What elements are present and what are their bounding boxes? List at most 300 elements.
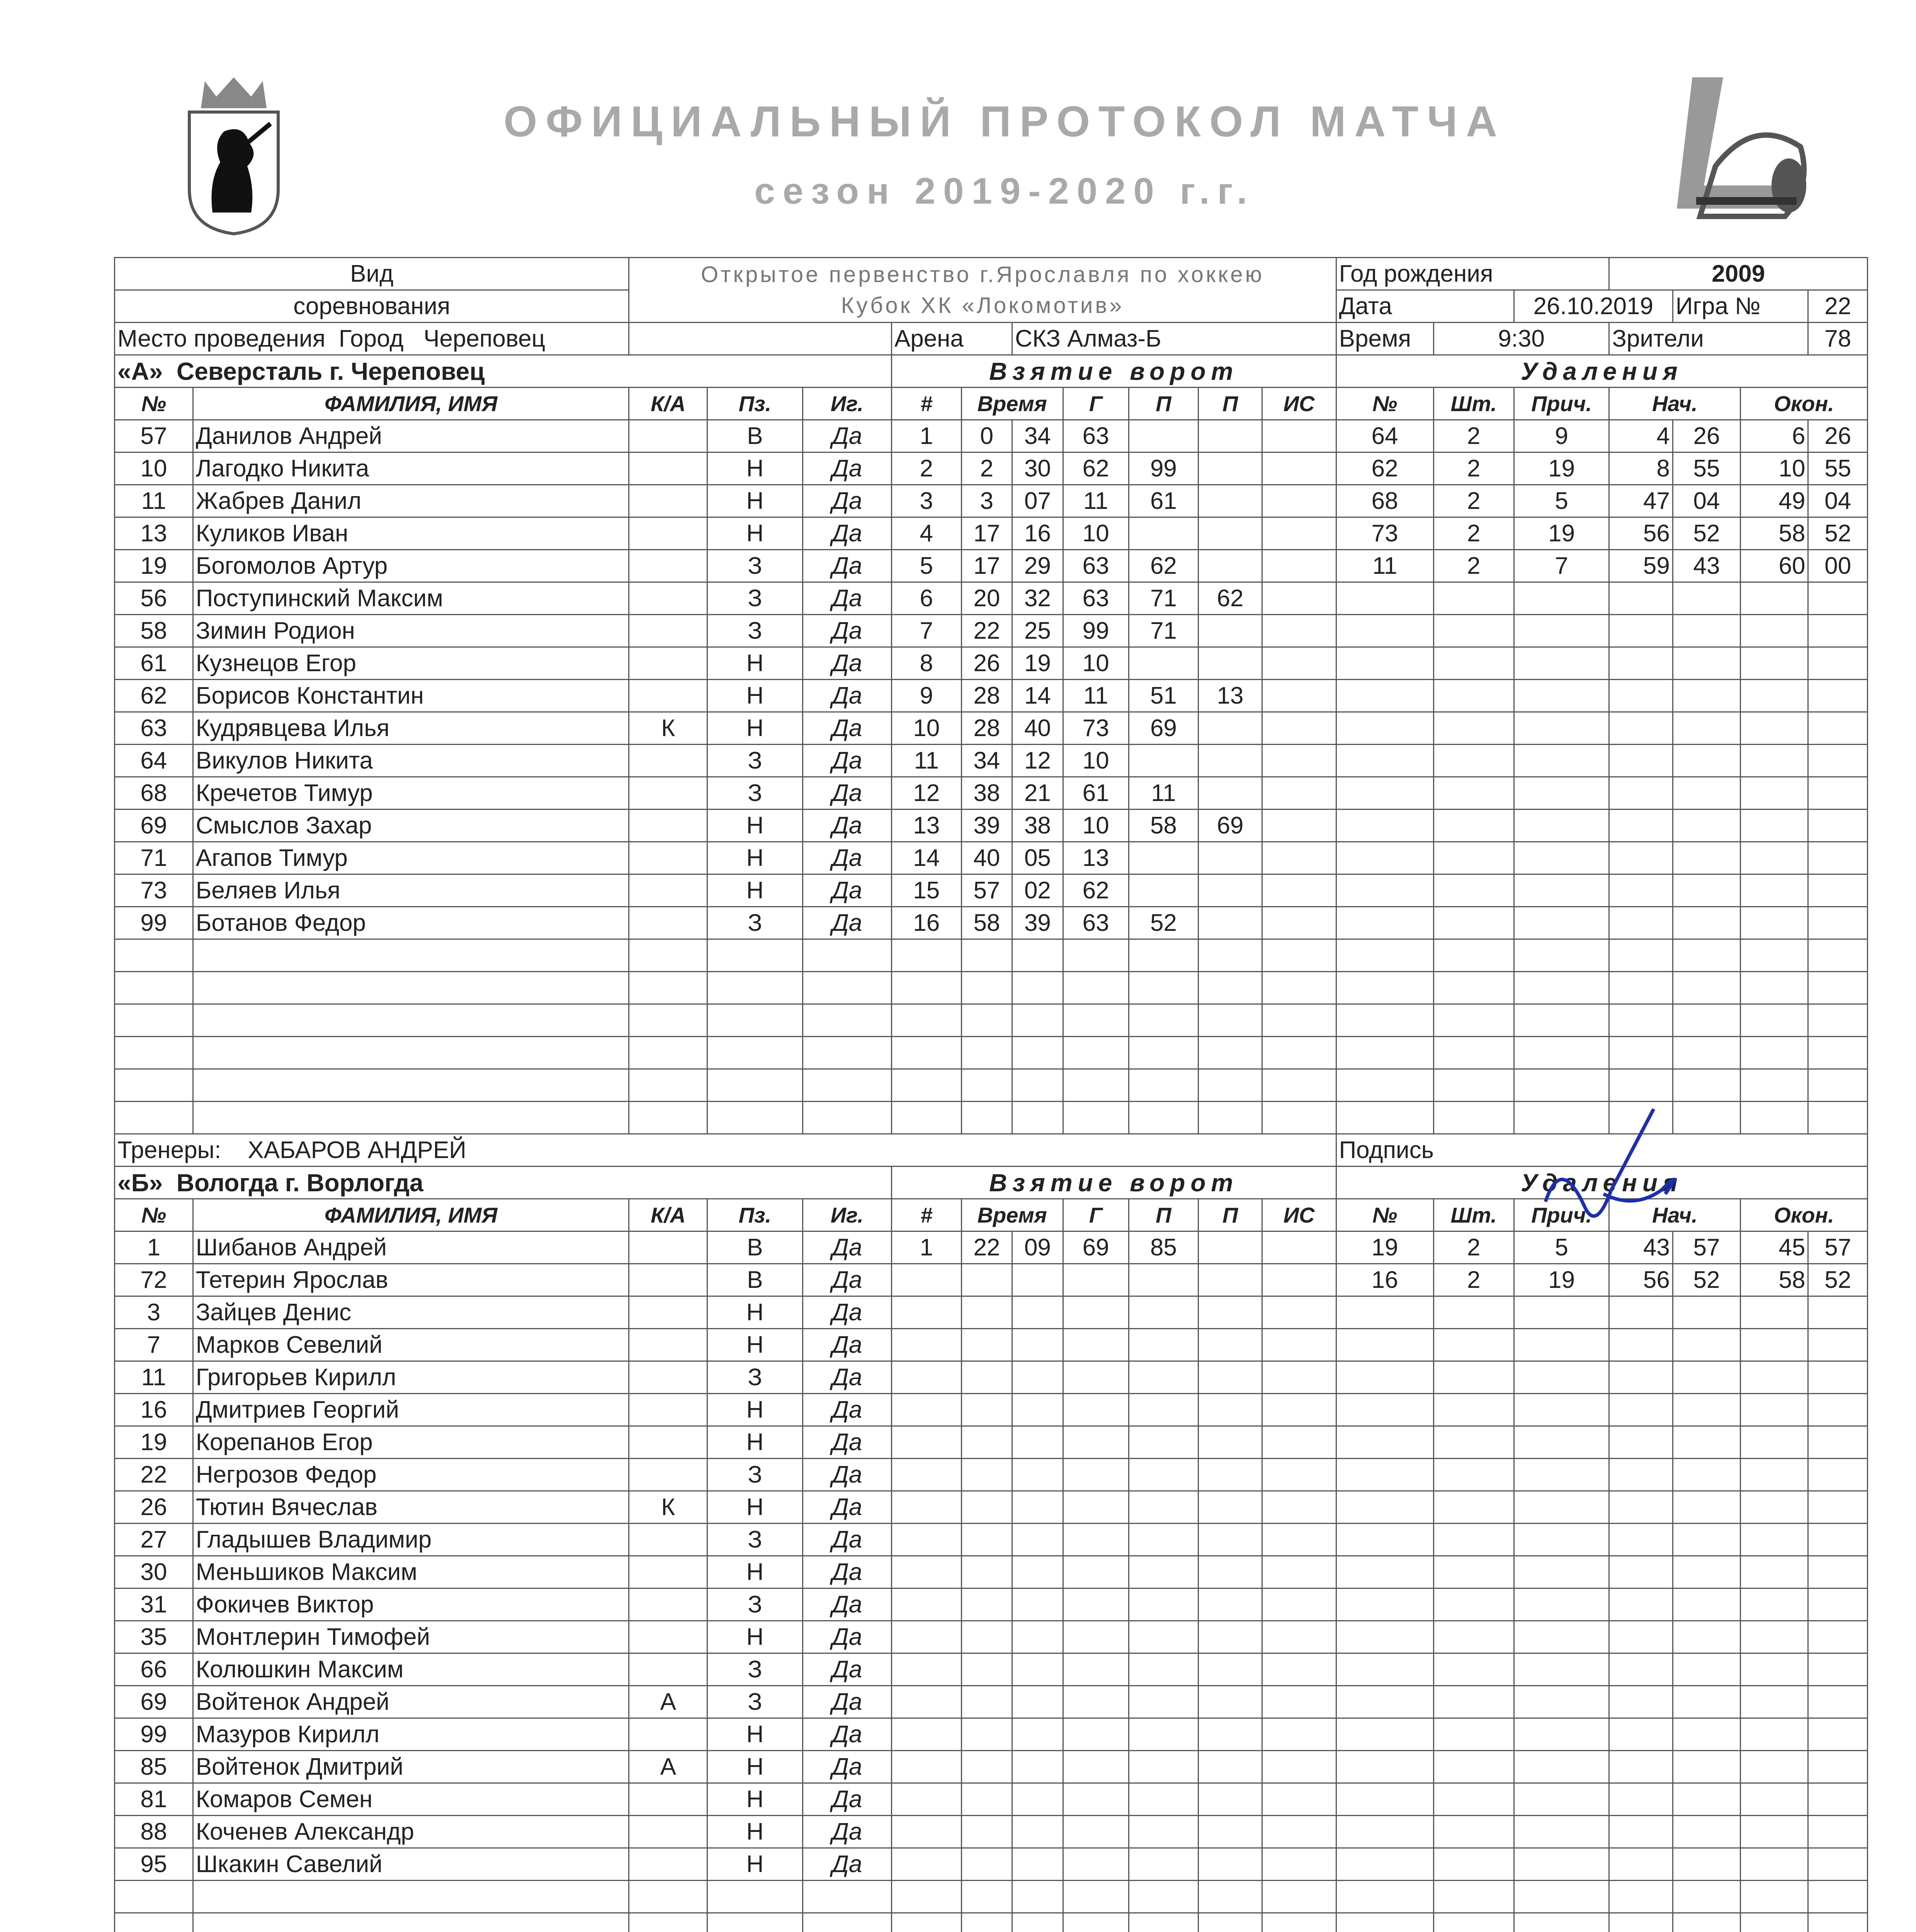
player-name: Борисов Константин: [193, 680, 629, 712]
goal-minute: 20: [961, 582, 1012, 615]
goal-minute: 28: [961, 712, 1012, 745]
player-name: Тютин Вячеслав: [193, 1491, 629, 1524]
penalty-reason: 5: [1514, 485, 1609, 517]
goal-scorer: 69: [1063, 1231, 1129, 1264]
player-played: Да: [802, 1426, 891, 1459]
game-number: 22: [1808, 290, 1868, 323]
goal-assist-2: [1199, 907, 1262, 939]
player-name: Агапов Тимур: [193, 842, 629, 874]
penalty-end-min: 58: [1741, 517, 1808, 550]
player-name: Фокичев Виктор: [193, 1588, 629, 1621]
player-played: Да: [802, 745, 891, 777]
arena-label: Арена: [891, 323, 1012, 355]
player-name: Зимин Родион: [193, 615, 629, 647]
player-captain: [629, 1361, 707, 1394]
team_b-col-ka: К/А: [629, 1199, 707, 1231]
player-name: Войтенок Андрей: [193, 1686, 629, 1718]
goal-second: 21: [1012, 777, 1063, 810]
player-position: Н: [707, 517, 803, 550]
penalty-end-min: 6: [1741, 420, 1808, 452]
player-played: Да: [802, 1361, 891, 1394]
goal-assist-1: 71: [1129, 615, 1199, 647]
player-name: Меньшиков Максим: [193, 1556, 629, 1588]
goal-number: 16: [891, 907, 961, 939]
team_a-col-goal-no: #: [891, 388, 961, 420]
player-row: [115, 1361, 1868, 1394]
goal-assist-1: [1129, 745, 1199, 777]
goal-assist-2: 69: [1199, 810, 1262, 842]
player-name: Данилов Андрей: [193, 420, 629, 452]
goal-assist-1: 85: [1129, 1231, 1199, 1264]
player-row: [115, 1686, 1868, 1718]
goal-number: 14: [891, 842, 961, 874]
player-name: Кузнецов Егор: [193, 647, 629, 680]
penalty-start-sec: 52: [1673, 517, 1740, 550]
player-number: 1: [115, 1231, 193, 1264]
penalty-end-sec: 55: [1808, 452, 1868, 485]
yaroslavl-coat-of-arms: [182, 66, 286, 236]
goal-minute: 28: [961, 680, 1012, 712]
player-position: З: [707, 1361, 803, 1394]
player-position: З: [707, 1459, 803, 1491]
goal-minute: 22: [961, 615, 1012, 647]
birth-year: 2009: [1609, 258, 1868, 290]
penalty-start-sec: 55: [1673, 452, 1740, 485]
player-played: Да: [802, 1296, 891, 1329]
player-played: Да: [802, 1264, 891, 1296]
player-played: Да: [802, 1588, 891, 1621]
penalty-player: 64: [1336, 420, 1433, 452]
team_a-col-pen-min: Шт.: [1433, 388, 1514, 420]
player-played: Да: [802, 712, 891, 745]
player-position: Н: [707, 842, 803, 874]
goal-second: 29: [1012, 550, 1063, 582]
player-played: Да: [802, 550, 891, 582]
player-position: Н: [707, 1426, 803, 1459]
team_b-col-pen-no: №: [1336, 1199, 1433, 1231]
player-number: 88: [115, 1816, 193, 1848]
goal-scorer: 61: [1063, 777, 1129, 810]
goal-minute: 34: [961, 745, 1012, 777]
player-row: [115, 550, 1868, 582]
goal-assist-2: 62: [1199, 582, 1262, 615]
player-captain: [629, 1556, 707, 1588]
player-captain: [629, 1621, 707, 1653]
signature-a: [1538, 1094, 1700, 1256]
goal-assist-2: [1199, 420, 1262, 452]
goal-situation: [1262, 712, 1336, 745]
player-name: Викулов Никита: [193, 745, 629, 777]
goal-situation: [1262, 420, 1336, 452]
penalty-start-min: 56: [1609, 1264, 1673, 1296]
goal-scorer: 10: [1063, 810, 1129, 842]
player-name: Шкакин Савелий: [193, 1848, 629, 1881]
player-captain: [629, 647, 707, 680]
player-row: [115, 1783, 1868, 1816]
player-name: Куликов Иван: [193, 517, 629, 550]
goal-assist-1: [1129, 517, 1199, 550]
goal-situation: [1262, 582, 1336, 615]
player-captain: К: [629, 712, 707, 745]
player-name: Кречетов Тимур: [193, 777, 629, 810]
goal-assist-2: [1199, 517, 1262, 550]
goal-situation: [1262, 907, 1336, 939]
player-played: Да: [802, 777, 891, 810]
penalty-start-sec: 57: [1673, 1231, 1740, 1264]
player-position: Н: [707, 1621, 803, 1653]
goal-scorer: 62: [1063, 874, 1129, 907]
player-played: Да: [802, 1816, 891, 1848]
goal-number: 12: [891, 777, 961, 810]
goal-number: 7: [891, 615, 961, 647]
team_a-col-pen-start: Нач.: [1609, 388, 1741, 420]
player-name: Марков Севелий: [193, 1329, 629, 1361]
player-captain: [629, 1783, 707, 1816]
player-position: Н: [707, 1556, 803, 1588]
player-played: Да: [802, 1231, 891, 1264]
player-number: 95: [115, 1848, 193, 1881]
goal-situation: [1262, 517, 1336, 550]
penalty-player: 16: [1336, 1264, 1433, 1296]
player-number: 27: [115, 1524, 193, 1556]
player-played: Да: [802, 1686, 891, 1718]
goal-scorer: 10: [1063, 517, 1129, 550]
competition-label: Вид: [115, 258, 629, 290]
player-number: 26: [115, 1491, 193, 1524]
penalty-reason: 7: [1514, 550, 1609, 582]
player-played: Да: [802, 810, 891, 842]
player-position: Н: [707, 680, 803, 712]
penalty-end-sec: 52: [1808, 1264, 1868, 1296]
player-name: Беляев Илья: [193, 874, 629, 907]
penalty-end-min: 49: [1741, 485, 1808, 517]
player-position: З: [707, 615, 803, 647]
penalty-reason: 19: [1514, 1264, 1609, 1296]
player-position: З: [707, 777, 803, 810]
goal-number: 5: [891, 550, 961, 582]
team_b-col-pen-start: Нач.: [1609, 1199, 1741, 1231]
player-number: 68: [115, 777, 193, 810]
player-played: Да: [802, 1718, 891, 1751]
team_b-header: «Б» Вологда г. Ворлогда: [115, 1167, 892, 1199]
player-captain: [629, 485, 707, 517]
penalty-minutes: 2: [1433, 550, 1514, 582]
player-captain: А: [629, 1751, 707, 1783]
player-number: 85: [115, 1751, 193, 1783]
player-row: [115, 1426, 1868, 1459]
goal-scorer: 10: [1063, 745, 1129, 777]
penalty-minutes: 2: [1433, 517, 1514, 550]
player-captain: [629, 1848, 707, 1881]
player-position: В: [707, 1231, 803, 1264]
player-number: 13: [115, 517, 193, 550]
team_b-col-is: ИС: [1262, 1199, 1336, 1231]
goal-number: 11: [891, 745, 961, 777]
player-number: 57: [115, 420, 193, 452]
team_b-col-pos: Пз.: [707, 1199, 803, 1231]
team_a-col-goal-time: Время: [961, 388, 1063, 420]
team_b-col-goal-time: Время: [961, 1199, 1063, 1231]
player-number: 3: [115, 1296, 193, 1329]
goal-assist-1: 71: [1129, 582, 1199, 615]
penalty-reason: 19: [1514, 517, 1609, 550]
match-date: 26.10.2019: [1514, 290, 1673, 323]
player-captain: [629, 1329, 707, 1361]
goal-number: 8: [891, 647, 961, 680]
player-row: [115, 1621, 1868, 1653]
player-row: [115, 1718, 1868, 1751]
player-position: З: [707, 582, 803, 615]
game-number-label: Игра №: [1673, 290, 1808, 323]
team_a-col-pos: Пз.: [707, 388, 803, 420]
player-row: [115, 1751, 1868, 1783]
goal-number: 9: [891, 680, 961, 712]
player-name: Мазуров Кирилл: [193, 1718, 629, 1751]
goal-assist-2: [1199, 842, 1262, 874]
player-played: Да: [802, 452, 891, 485]
player-played: Да: [802, 582, 891, 615]
player-row: [115, 1491, 1868, 1524]
goal-assist-2: [1199, 745, 1262, 777]
player-row: [115, 777, 1868, 810]
penalty-start-min: 56: [1609, 517, 1673, 550]
team_b-col-name: ФАМИЛИЯ, ИМЯ: [193, 1199, 629, 1231]
goal-number: 13: [891, 810, 961, 842]
player-played: Да: [802, 1524, 891, 1556]
goal-second: 05: [1012, 842, 1063, 874]
goal-second: 30: [1012, 452, 1063, 485]
team_a-col-no: №: [115, 388, 193, 420]
penalty-end-min: 60: [1741, 550, 1808, 582]
player-row: [115, 1264, 1868, 1296]
goal-minute: 17: [961, 550, 1012, 582]
player-row: [115, 1296, 1868, 1329]
goal-second: 16: [1012, 517, 1063, 550]
player-number: 11: [115, 485, 193, 517]
penalty-minutes: 2: [1433, 452, 1514, 485]
arena: СКЗ Алмаз-Б: [1012, 323, 1336, 355]
player-captain: [629, 1459, 707, 1491]
player-name: Корепанов Егор: [193, 1426, 629, 1459]
penalty-end-sec: 26: [1808, 420, 1868, 452]
team_a-col-pen-end: Окон.: [1741, 388, 1868, 420]
player-row: [115, 1881, 1868, 1913]
player-captain: [629, 1231, 707, 1264]
player-number: 30: [115, 1556, 193, 1588]
goal-number: 15: [891, 874, 961, 907]
player-number: 66: [115, 1653, 193, 1686]
player-captain: [629, 745, 707, 777]
player-number: 81: [115, 1783, 193, 1816]
player-played: Да: [802, 1621, 891, 1653]
penalty-reason: 5: [1514, 1231, 1609, 1264]
goal-situation: [1262, 485, 1336, 517]
player-captain: [629, 550, 707, 582]
goal-situation: [1262, 874, 1336, 907]
goal-minute: 39: [961, 810, 1012, 842]
player-position: Н: [707, 1848, 803, 1881]
player-position: Н: [707, 1296, 803, 1329]
player-number: 99: [115, 907, 193, 939]
player-number: 62: [115, 680, 193, 712]
goal-assist-1: [1129, 647, 1199, 680]
player-name: Смыслов Захар: [193, 810, 629, 842]
penalty-start-min: 47: [1609, 485, 1673, 517]
goal-number: 10: [891, 712, 961, 745]
player-name: Монтлерин Тимофей: [193, 1621, 629, 1653]
player-row: [115, 1004, 1868, 1037]
player-name: Кудрявцева Илья: [193, 712, 629, 745]
player-row: [115, 485, 1868, 517]
birth-year-label: Год рождения: [1336, 258, 1609, 290]
player-row: [115, 615, 1868, 647]
goal-minute: 57: [961, 874, 1012, 907]
player-played: Да: [802, 907, 891, 939]
goal-number: 2: [891, 452, 961, 485]
player-number: 56: [115, 582, 193, 615]
player-number: 31: [115, 1588, 193, 1621]
penalty-end-sec: 52: [1808, 517, 1868, 550]
player-captain: [629, 810, 707, 842]
goal-scorer: 13: [1063, 842, 1129, 874]
player-played: Да: [802, 420, 891, 452]
player-played: Да: [802, 517, 891, 550]
player-row: [115, 939, 1868, 972]
goal-minute: 22: [961, 1231, 1012, 1264]
player-row: [115, 842, 1868, 874]
player-position: Н: [707, 1394, 803, 1426]
player-position: З: [707, 1588, 803, 1621]
goal-situation: [1262, 810, 1336, 842]
penalty-minutes: 2: [1433, 1231, 1514, 1264]
penalty-start-min: 4: [1609, 420, 1673, 452]
team_a-col-is: ИС: [1262, 388, 1336, 420]
goal-situation: [1262, 680, 1336, 712]
player-position: Н: [707, 1751, 803, 1783]
goal-assist-2: [1199, 777, 1262, 810]
player-captain: [629, 777, 707, 810]
penalty-start-sec: 43: [1673, 550, 1740, 582]
player-position: Н: [707, 1329, 803, 1361]
player-captain: [629, 420, 707, 452]
date-label: Дата: [1336, 290, 1514, 323]
player-captain: К: [629, 1491, 707, 1524]
goal-minute: 17: [961, 517, 1012, 550]
goal-scorer: 62: [1063, 452, 1129, 485]
goal-assist-2: [1199, 874, 1262, 907]
team_b-penalties-header: Удаления: [1336, 1167, 1867, 1199]
goal-second: 02: [1012, 874, 1063, 907]
goal-minute: 38: [961, 777, 1012, 810]
competition-label-2: соревнования: [115, 290, 629, 323]
player-captain: [629, 907, 707, 939]
team_a-col-p1: П: [1129, 388, 1199, 420]
player-played: Да: [802, 1556, 891, 1588]
player-number: 72: [115, 1264, 193, 1296]
goal-assist-1: [1129, 420, 1199, 452]
player-played: Да: [802, 874, 891, 907]
team_b-col-p2: П: [1199, 1199, 1262, 1231]
player-captain: [629, 1718, 707, 1751]
player-captain: [629, 1524, 707, 1556]
goal-scorer: 10: [1063, 647, 1129, 680]
team_b-goals-header: Взятие ворот: [891, 1167, 1336, 1199]
goal-second: 25: [1012, 615, 1063, 647]
player-position: З: [707, 745, 803, 777]
spectators: 78: [1808, 323, 1868, 355]
penalty-reason: 19: [1514, 452, 1609, 485]
team_b-col-goal-no: #: [891, 1199, 961, 1231]
goal-assist-1: [1129, 874, 1199, 907]
goal-situation: [1262, 452, 1336, 485]
team_b-col-no: №: [115, 1199, 193, 1231]
player-captain: [629, 680, 707, 712]
goal-number: 3: [891, 485, 961, 517]
player-row: [115, 1588, 1868, 1621]
player-row: [115, 712, 1868, 745]
goal-minute: 58: [961, 907, 1012, 939]
goal-assist-1: [1129, 842, 1199, 874]
player-name: Ботанов Федор: [193, 907, 629, 939]
spectators-label: Зрители: [1609, 323, 1808, 355]
player-row: [115, 972, 1868, 1004]
player-played: Да: [802, 1394, 891, 1426]
goal-number: 1: [891, 1231, 961, 1264]
penalty-end-sec: 04: [1808, 485, 1868, 517]
player-row: [115, 647, 1868, 680]
player-played: Да: [802, 1848, 891, 1881]
penalty-start-min: 59: [1609, 550, 1673, 582]
player-row: [115, 1816, 1868, 1848]
goal-assist-1: 52: [1129, 907, 1199, 939]
player-number: 35: [115, 1621, 193, 1653]
team_a-col-g: Г: [1063, 388, 1129, 420]
player-number: 73: [115, 874, 193, 907]
team_b-col-pen-min: Шт.: [1433, 1199, 1514, 1231]
goal-assist-1: 51: [1129, 680, 1199, 712]
goal-scorer: 11: [1063, 680, 1129, 712]
player-played: Да: [802, 680, 891, 712]
player-position: Н: [707, 1783, 803, 1816]
player-position: В: [707, 1264, 803, 1296]
player-captain: [629, 1426, 707, 1459]
goal-assist-1: 61: [1129, 485, 1199, 517]
goal-assist-2: [1199, 647, 1262, 680]
goal-number: 4: [891, 517, 961, 550]
player-name: Григорьев Кирилл: [193, 1361, 629, 1394]
penalty-player: 68: [1336, 485, 1433, 517]
player-position: Н: [707, 874, 803, 907]
goal-number: 6: [891, 582, 961, 615]
time-label: Время: [1336, 323, 1433, 355]
goal-scorer: 63: [1063, 550, 1129, 582]
player-position: Н: [707, 647, 803, 680]
player-row: [115, 680, 1868, 712]
player-number: 19: [115, 1426, 193, 1459]
goal-assist-2: [1199, 485, 1262, 517]
goal-minute: 40: [961, 842, 1012, 874]
penalty-start-min: 8: [1609, 452, 1673, 485]
team_a-col-pen-reason: Прич.: [1514, 388, 1609, 420]
player-position: З: [707, 1524, 803, 1556]
player-row: [115, 874, 1868, 907]
penalty-player: 11: [1336, 550, 1433, 582]
team_a-goals-header: Взятие ворот: [891, 355, 1336, 388]
penalty-player: 73: [1336, 517, 1433, 550]
goal-assist-2: [1199, 1231, 1262, 1264]
player-captain: [629, 452, 707, 485]
player-played: Да: [802, 615, 891, 647]
